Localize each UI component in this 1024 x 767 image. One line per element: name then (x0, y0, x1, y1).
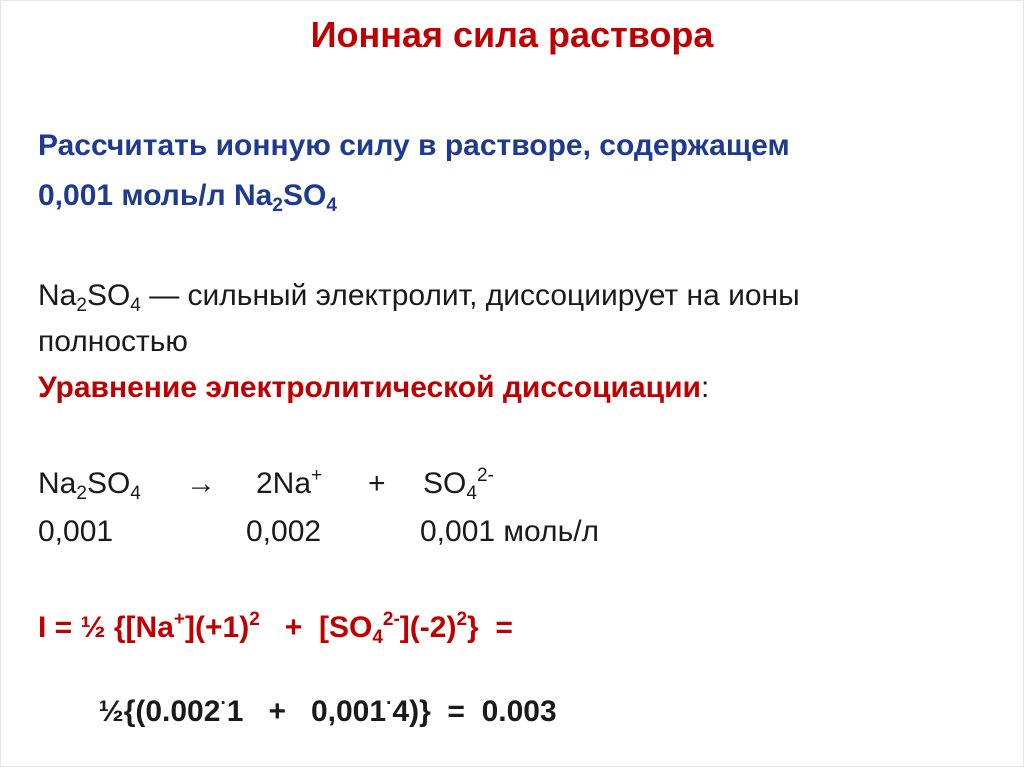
statement-line-2 (38, 324, 188, 360)
task-text-1: Рассчитать ионную силу в растворе, содержащем (38, 129, 790, 162)
statement-text-2: полностью (38, 325, 188, 358)
formula-part-2: ](+1) (185, 611, 250, 644)
equation-reactant (38, 466, 141, 502)
product-1-text: 2Na (256, 467, 312, 500)
calc-dot-2: · (386, 693, 393, 714)
product-1-charge: + (311, 465, 323, 486)
formula-part-1: I = ½ {[Na (38, 611, 174, 644)
concentration-sulfate: 0,001 моль/л (420, 515, 600, 548)
product-2-sub: 4 (466, 483, 477, 504)
formula-part-3: + [SO (259, 611, 373, 644)
product-2-text: SO (423, 467, 467, 500)
reactant-na: Na (38, 467, 77, 500)
statement-so: SO (86, 279, 131, 312)
dissociation-heading-text: Уравнение электролитической диссоциации (38, 371, 701, 404)
task-sub-4: 4 (326, 195, 337, 216)
formula-part-4: ](-2) (399, 611, 457, 644)
task-so: SO (282, 179, 327, 212)
dissociation-equation (38, 466, 638, 506)
calc-part-3: 4)} = 0.003 (392, 695, 557, 728)
statement-na: Na (38, 279, 77, 312)
formula-square-2: 2 (456, 609, 468, 630)
formula-so-sub: 4 (372, 627, 383, 648)
equation-arrow: → (186, 467, 216, 500)
statement-sub-2: 2 (76, 295, 87, 316)
product-2-charge: 2- (476, 465, 494, 486)
calc-dot-1: · (220, 693, 227, 714)
concentrations-row (38, 514, 738, 554)
statement-line-1 (38, 278, 800, 314)
statement-text: — сильный электролит, диссоциирует на ионы (140, 279, 800, 312)
dissociation-heading (38, 370, 709, 406)
equation-plus: + (368, 467, 386, 500)
task-sub-2: 2 (272, 195, 283, 216)
equation-product-2 (423, 466, 494, 502)
task-line-1 (38, 128, 790, 164)
task-line-2 (38, 178, 337, 214)
concentration-reactant: 0,001 (38, 515, 114, 548)
formula-part-5: } = (467, 611, 513, 644)
formula-na-charge: + (173, 609, 186, 630)
formula-square-1: 2 (249, 609, 260, 630)
reactant-so: SO (86, 467, 131, 500)
slide-title: Ионная сила раствора (310, 14, 714, 55)
task-text-2: 0,001 моль/л Na (38, 179, 273, 212)
ionic-strength-formula (38, 610, 513, 646)
reactant-sub-4: 4 (130, 483, 141, 504)
reactant-sub-2: 2 (76, 483, 87, 504)
dissociation-heading-colon: : (700, 371, 710, 404)
formula-so-charge: 2- (382, 609, 400, 630)
statement-sub-4: 4 (130, 295, 141, 316)
ionic-strength-calculation (82, 658, 557, 730)
calc-part-1: ½{(0.002 (98, 695, 221, 728)
equation-product-1 (256, 466, 322, 502)
calc-part-2: 1 + 0,001 (226, 695, 387, 728)
concentration-sodium: 0,002 (246, 515, 322, 548)
